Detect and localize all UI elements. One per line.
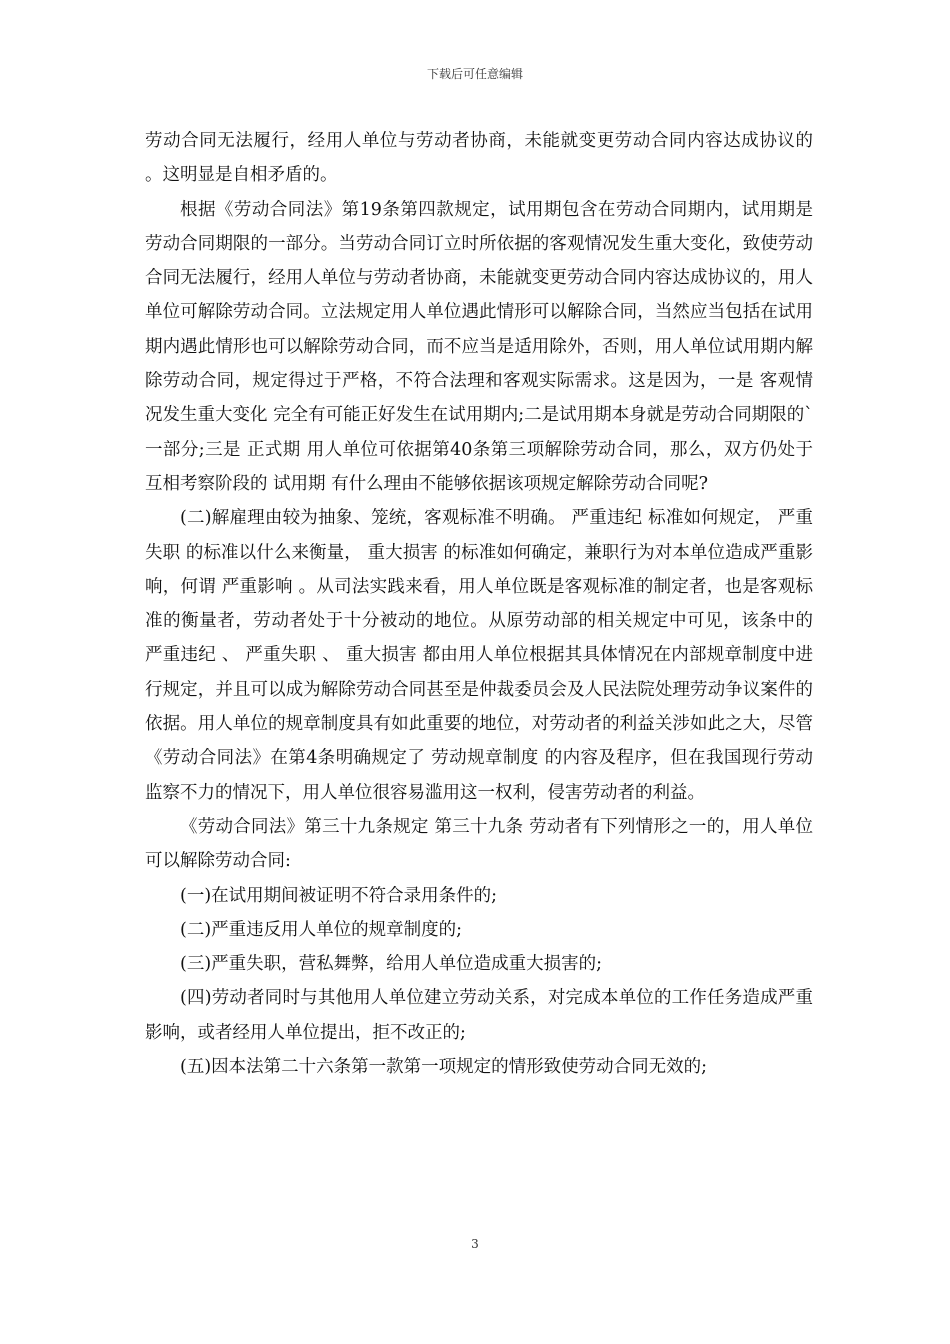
list-item-4: (四)劳动者同时与其他用人单位建立劳动关系，对完成本单位的工作任务造成严重影响，或者经用人单位提出，拒不改正的; [145, 988, 813, 1043]
list-item-2: (二)严重违反用人单位的规章制度的; [180, 919, 463, 940]
page-number: 3 [471, 1237, 479, 1251]
page-footer [0, 1236, 950, 1252]
header-text: 下载后可任意编辑 [426, 67, 523, 81]
paragraph-probation-argument: 根据《劳动合同法》第19条第四款规定，试用期包含在劳动合同期内，试用期是劳动合同期限的一部分。当劳动合同订立时所依据的客观情况发生重大变化，致使劳动合同无法履行，经用人单位与劳动者协商，未能就变更劳动合同内容达成协议的，用人单位可解除劳动合同。立法规定用人单位遇此情形可以解除合同，当然应当包括在试用期内遇此情形也可以解除劳动合同，而不应当是适用除外，否则，用人单位试用期内解除劳动合同，规定得过于严格，不符合法理和客观实际需求。这是因为，一是 客观情况发生重大变化 完全有可能正好发生在试用期内;二是试用期本身就是劳动合同期限的`一部分;三是 正式期 用人单位可依据第40条第三项解除劳动合同，那么，双方仍处于互相考察阶段的 试用期 有什么理由不能够依据该项规定解除劳动合同呢? [145, 199, 813, 494]
document-body [145, 124, 813, 1084]
paragraph-dismissal-reasons: (二)解雇理由较为抽象、笼统，客观标准不明确。 严重违纪 标准如何规定， 严重失职 的标准以什么来衡量， 重大损害 的标准如何确定，兼职行为对本单位造成严重影响，何谓 严重影响 。从司法实践来看，用人单位既是客观标准的制定者，也是客观标准的衡量者，劳动者处于十分被动的地位。从原劳动部的相关规定中可见，该条中的 严重违纪 、 严重失职 、 重大损害 都由用人单位根据其具体情况在内部规章制度中进行规定，并且可以成为解除劳动合同甚至是仲裁委员会及人民法院处理劳动争议案件的依据。用人单位的规章制度具有如此重要的地位，对劳动者的利益关涉如此之大，尽管《劳动合同法》在第4条明确规定了 劳动规章制度 的内容及程序，但在我国现行劳动监察不力的情况下，用人单位很容易滥用这一权利，侵害劳动者的利益。 [145, 508, 813, 803]
list-item-3: (三)严重失职，营私舞弊，给用人单位造成重大损害的; [180, 954, 603, 975]
page-header [0, 66, 950, 82]
paragraph-article-39-intro: 《劳动合同法》第三十九条规定 第三十九条 劳动者有下列情形之一的，用人单位可以解除劳动合同: [145, 816, 813, 872]
list-item-5: (五)因本法第二十六条第一款第一项规定的情形致使劳动合同无效的; [180, 1057, 708, 1078]
list-item-1: (一)在试用期间被证明不符合录用条件的; [180, 885, 498, 906]
paragraph-continuation: 劳动合同无法履行，经用人单位与劳动者协商，未能就变更劳动合同内容达成协议的 。这明显是自相矛盾的。 [145, 131, 813, 186]
